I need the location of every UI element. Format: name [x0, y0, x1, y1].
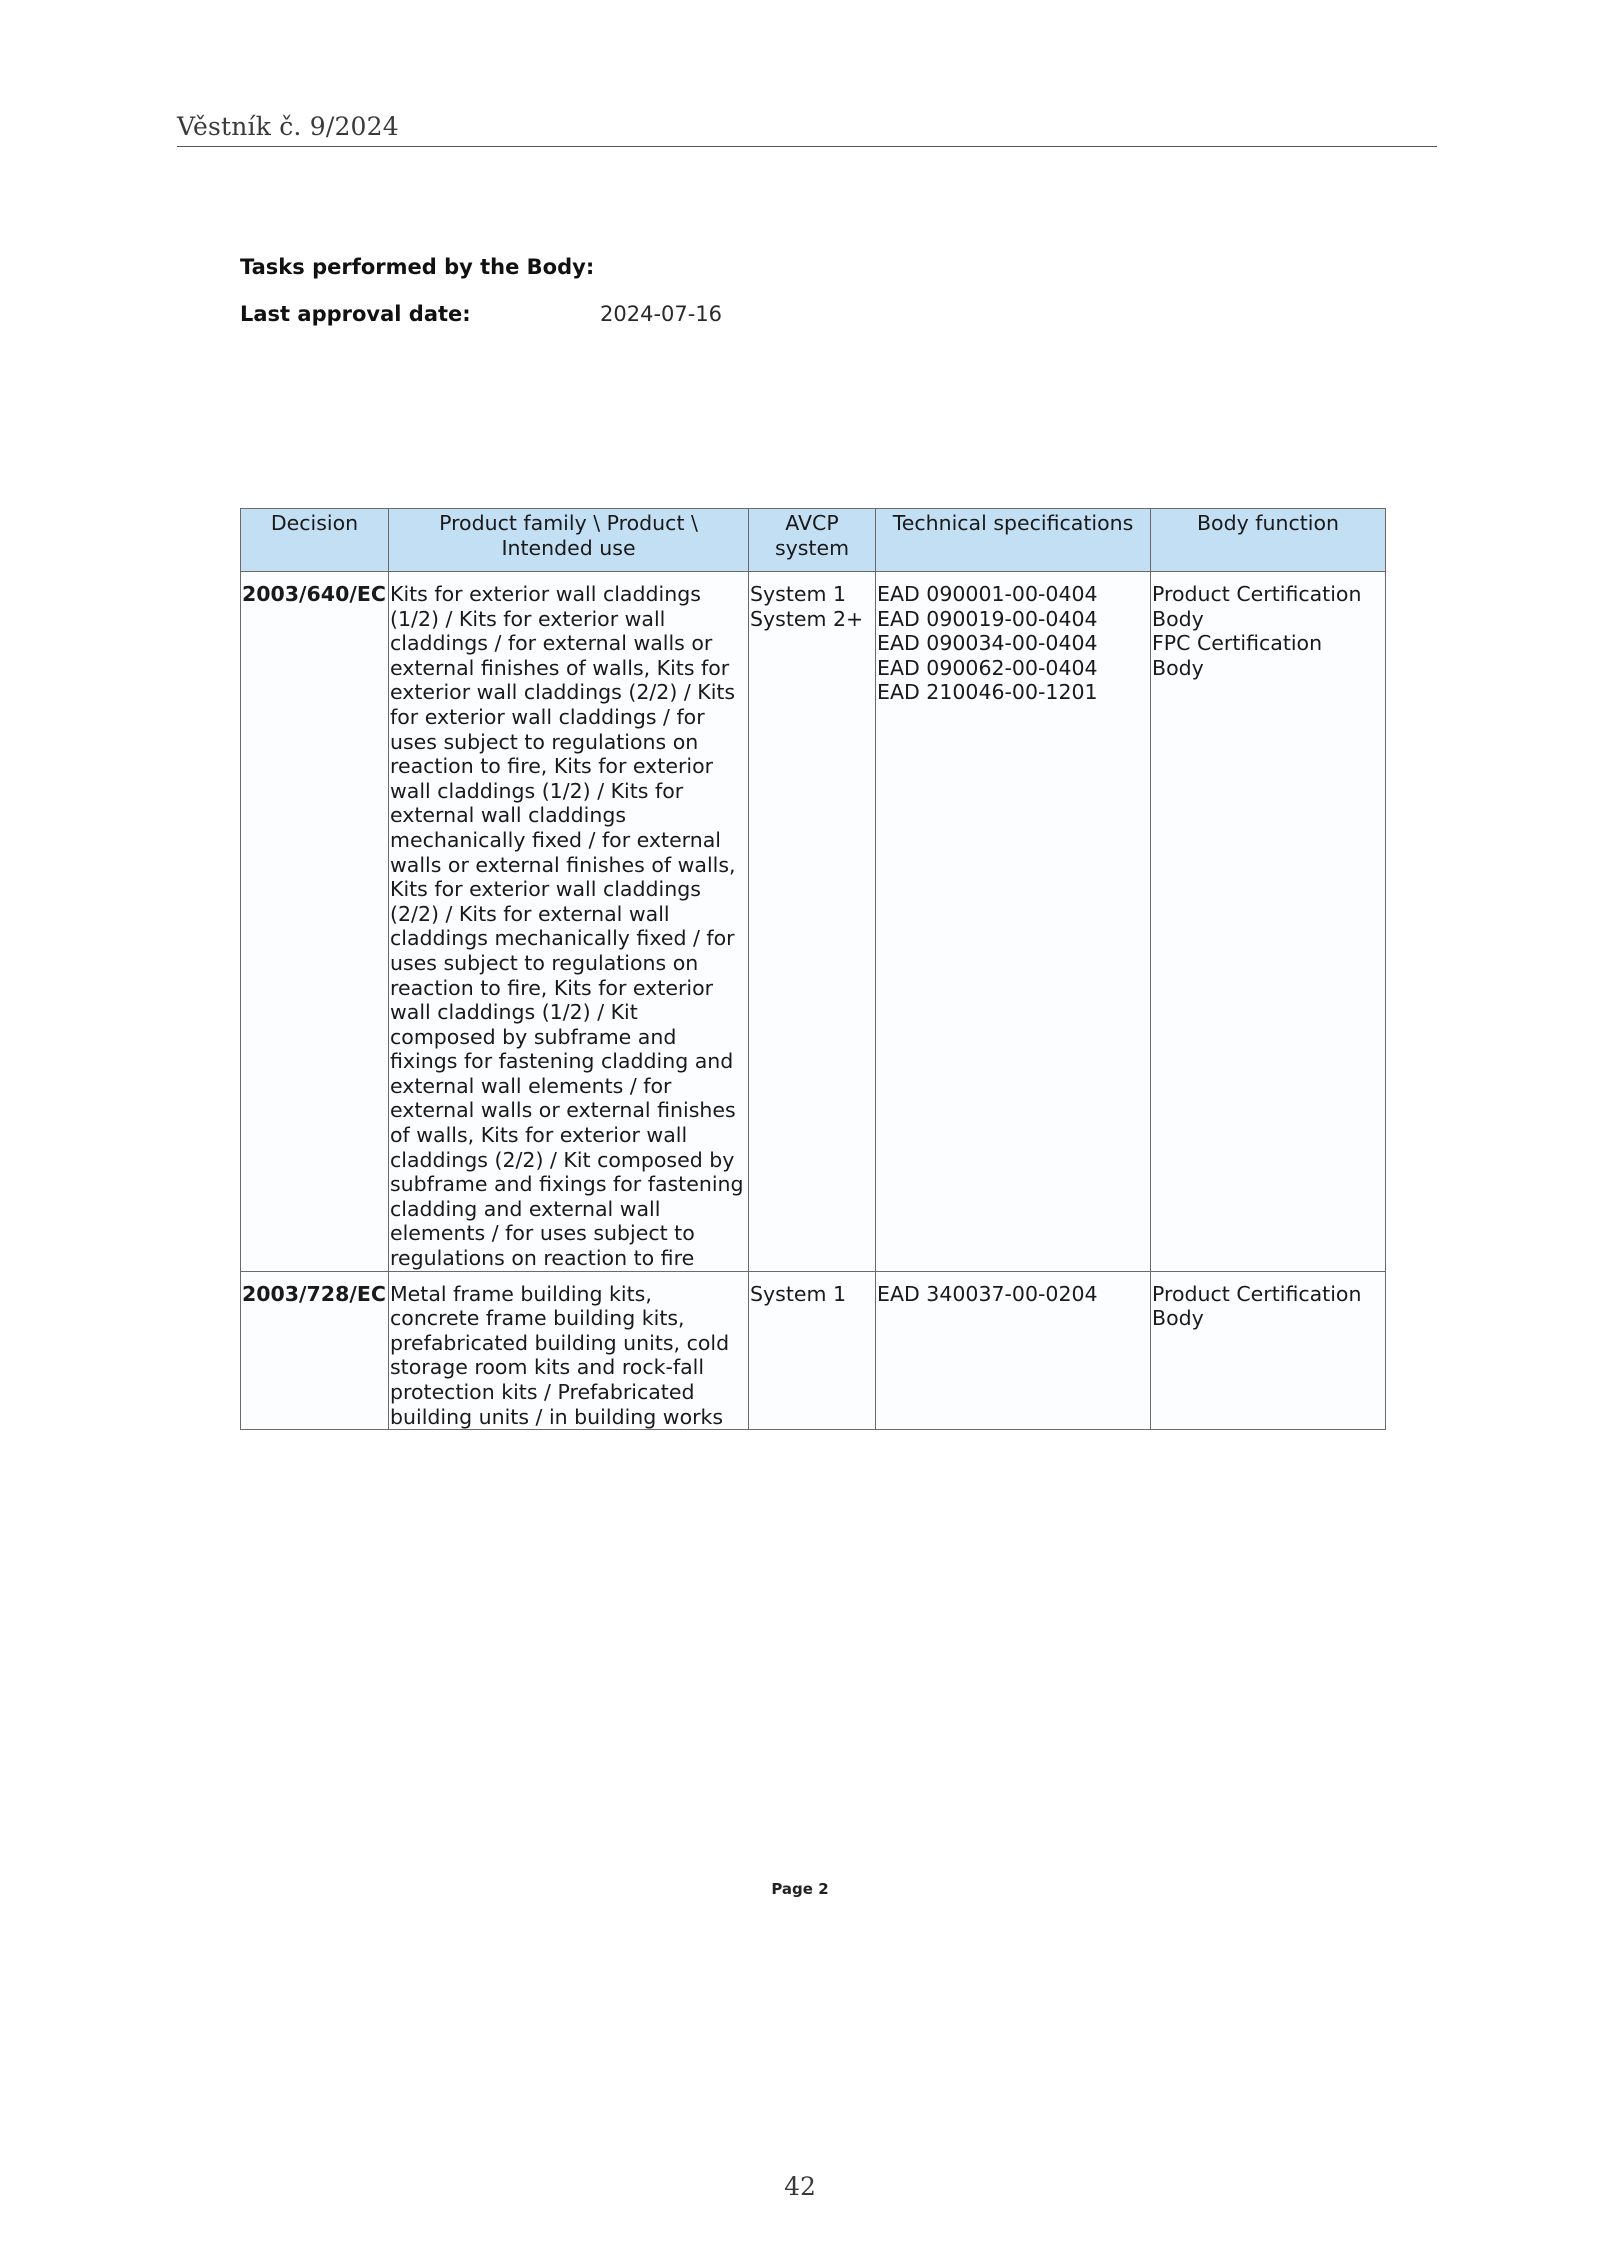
approval-row	[240, 302, 723, 326]
body-function-cell	[1151, 1271, 1386, 1430]
tech-spec-entry: EAD 090034-00-0404	[877, 631, 1098, 656]
page-number: 42	[784, 2172, 816, 2201]
body-function-entry: Body	[1152, 606, 1204, 631]
decision-cell: 2003/640/EC	[241, 572, 389, 1272]
avcp-entry: System 1	[750, 1281, 847, 1306]
decisions-table	[240, 508, 1386, 1430]
table-row	[241, 572, 1386, 1272]
header-rule	[177, 146, 1437, 147]
body-function-entry: Product Certification	[1152, 582, 1362, 606]
body-function-entry: Body	[1152, 655, 1204, 680]
tech-spec-entry: EAD 340037-00-0204	[877, 1281, 1098, 1306]
body-function-entry: FPC Certification	[1152, 631, 1323, 656]
table-row	[241, 1271, 1386, 1430]
tech-spec-entry: EAD 090001-00-0404	[877, 582, 1098, 606]
avcp-entry: System 1	[750, 582, 847, 606]
tech-spec-entry: EAD 090062-00-0404	[877, 655, 1098, 680]
product-cell: Metal frame building kits, concrete frame building kits, prefabricated building units, cold storage room kits and rock-fall protection kits / Prefabricated building units / in building works	[389, 1271, 749, 1430]
tasks-row	[240, 255, 594, 279]
avcp-cell	[749, 1271, 876, 1430]
tech-spec-cell	[876, 1271, 1151, 1430]
body-function-entry: Product Certification	[1152, 1281, 1362, 1306]
column-header-tech: Technical specifications	[876, 509, 1151, 572]
avcp-cell	[749, 572, 876, 1272]
column-header-avcp: AVCP system	[749, 509, 876, 572]
column-header-product: Product family \ Product \ Intended use	[389, 509, 749, 572]
product-cell: Kits for exterior wall claddings (1/2) / Kits for exterior wall claddings / for external walls or external finishes of walls, Kits for exterior wall claddings (2/2) / Kits for exterior wall claddings / for uses subject to regulations on reaction to fire, Kits for exterior wall claddings (1/2) / Kits for external wall claddings mechanically fixed / for external walls or external finishes of walls, Kits for exterior wall claddings (2/2) / Kits for external wall claddings mechanically fixed / for uses subject to regulations on reaction to fire, Kits for exterior wall claddings (1/2) / Kit composed by subframe and fixings for fastening cladding and external wall elements / for external walls or external finishes of walls, Kits for exterior wall claddings (2/2) / Kit composed by subframe and fixings for fastening cladding and external wall elements / for uses subject to regulations on reaction to fire	[389, 572, 749, 1272]
tech-spec-entry: EAD 090019-00-0404	[877, 606, 1098, 631]
running-header: Věstník č. 9/2024	[177, 112, 399, 141]
page-label: Page 2	[771, 1880, 829, 1898]
column-header-body: Body function	[1151, 509, 1386, 572]
body-function-cell	[1151, 572, 1386, 1272]
approval-label: Last approval date:	[240, 302, 471, 326]
approval-value: 2024-07-16	[600, 302, 723, 326]
avcp-entry: System 2+	[750, 606, 864, 631]
body-function-entry: Body	[1152, 1306, 1204, 1331]
table-header-row	[241, 509, 1386, 572]
tech-spec-cell	[876, 572, 1151, 1272]
column-header-decision: Decision	[241, 509, 389, 572]
tech-spec-entry: EAD 210046-00-1201	[877, 680, 1098, 705]
tasks-label: Tasks performed by the Body:	[240, 255, 595, 279]
decision-cell: 2003/728/EC	[241, 1271, 389, 1430]
